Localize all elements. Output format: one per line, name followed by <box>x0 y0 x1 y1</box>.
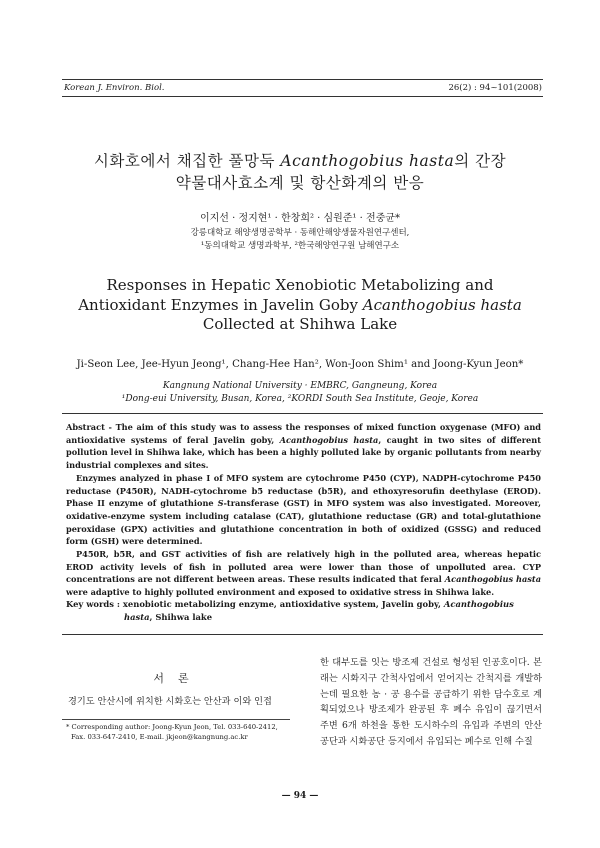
korean-affiliation-line-2: ¹동의대학교 생명과학부, ²한국해양연구원 남해연구소 <box>200 241 400 251</box>
english-title <box>40 276 560 335</box>
header-rule-bottom <box>62 96 543 97</box>
english-title-line-3: Collected at Shihwa Lake <box>202 315 398 333</box>
intro-left-column: 경기도 안산시에 위치한 시화호는 안산과 이와 인접 <box>68 696 272 707</box>
footnote-line-1: * Corresponding author: Joong-Kyun Jeon, Tel. 033-640-2412, <box>66 723 278 731</box>
header-rule-top <box>62 79 543 80</box>
korean-title-species: Acanthogobius hasta <box>280 152 455 170</box>
english-affiliation-line-2: ¹Dong-eui University, Busan, Korea, ²KORDI South Sea Institute, Geoje, Korea <box>121 393 479 404</box>
footnote-rule <box>62 719 290 720</box>
keywords-label: Key words : <box>66 599 123 609</box>
english-authors: Ji-Seon Lee, Jee-Hyun Jeong¹, Chang-Hee Han², Won-Joon Shim¹ and Joong-Kyun Jeon* <box>76 359 524 370</box>
abstract-paragraph-3: P450R, b5R, and GST activities of fish are relatively high in the polluted area, whereas hepatic EROD activity levels of fish in polluted area were lower than those of unpolluted area. CYP concentrations are not different between areas. These results indicated that feral Acanthogobius hasta were adaptive to highly polluted environment and exposed to oxidative stress in Shihwa lake. <box>66 549 541 598</box>
korean-affiliations <box>60 227 540 253</box>
english-title-line-2: Antioxidant Enzymes in Javelin Goby Acanthogobius hasta <box>78 295 522 314</box>
journal-name: Korean J. Environ. Biol. <box>64 83 165 93</box>
abstract-paragraph-2: Enzymes analyzed in phase I of MFO system are cytochrome P450 (CYP), NADPH-cytochrome P450 reductase (P450R), NADH-cytochrome b5 reductase (b5R), and ethoxyresorufin deethylase (EROD). Phase II enzyme of glutathione S-transferase (GST) in MFO system was also investigated. Moreover, oxidative-enzyme system including catalase (CAT), glutathione reductase (GR) and total-glutathione peroxidase (GPX) activities and glutathione concentration in both of oxidized (GSSG) and reduced form (GSH) were determined. <box>66 472 541 547</box>
page-number: — 94 — <box>281 791 319 801</box>
korean-title-line-1: 시화호에서 채집한 풀망둑 Acanthogobius hasta의 간장 <box>93 152 507 170</box>
running-head <box>64 83 542 93</box>
section-heading-intro: 서론 <box>153 672 203 685</box>
english-title-line-1: Responses in Hepatic Xenobiotic Metabolizing and <box>106 276 494 294</box>
intro-right-column: 한 대부도를 잇는 방조제 건설로 형성된 인공호이다. 본래는 시화지구 간척사업에서 얻어지는 간척지를 개발하는데 필요한 농 · 공 용수를 공급하기 위한 담수호로 계획되었으나 방조제가 완공된 후 폐수 유입이 끊기면서 주변 6개 하천을 통한 도시하수의 유입과 주변의 안산 공단과 시화공단 등지에서 유입되는 폐수로 인해 수질 <box>320 657 542 747</box>
english-affiliations <box>40 380 560 405</box>
footnote-line-2: Fax. 033-647-2410, E-mail. jkjeon@kangnung.ac.kr <box>71 732 248 741</box>
abstract-paragraph-1: Abstract - The aim of this study was to assess the responses of mixed function oxygenase (MFO) and antioxidative systems of feral Javelin goby, Acanthogobius hasta, caught in two sites of different pollution level in Shihwa lake, which has been a highly polluted lake by organic pollutants from nearby industrial complexes and sites. <box>66 422 541 471</box>
english-affiliation-line-1: Kangnung National University · EMBRC, Gangneung, Korea <box>162 381 438 391</box>
corresponding-footnote <box>66 723 306 742</box>
keywords: Key words : xenobiotic metabolizing enzyme, antioxidative system, Javelin goby, Acanthogobius hasta, Shihwa lake <box>66 599 514 622</box>
korean-title <box>60 150 540 194</box>
korean-title-line-2: 약물대사효소계 및 항산화계의 반응 <box>175 174 425 192</box>
english-title-species: Acanthogobius hasta <box>362 295 522 314</box>
korean-affiliation-line-1: 강릉대학교 해양생명공학부 · 동해안해양생물자원연구센터, <box>190 228 410 238</box>
abstract-box <box>62 413 543 635</box>
citation: 26(2) : 94~101(2008) <box>448 83 542 93</box>
abstract <box>66 421 541 599</box>
korean-authors: 이지선 · 정지현¹ · 한창희² · 심원준¹ · 전중균* <box>199 213 401 224</box>
